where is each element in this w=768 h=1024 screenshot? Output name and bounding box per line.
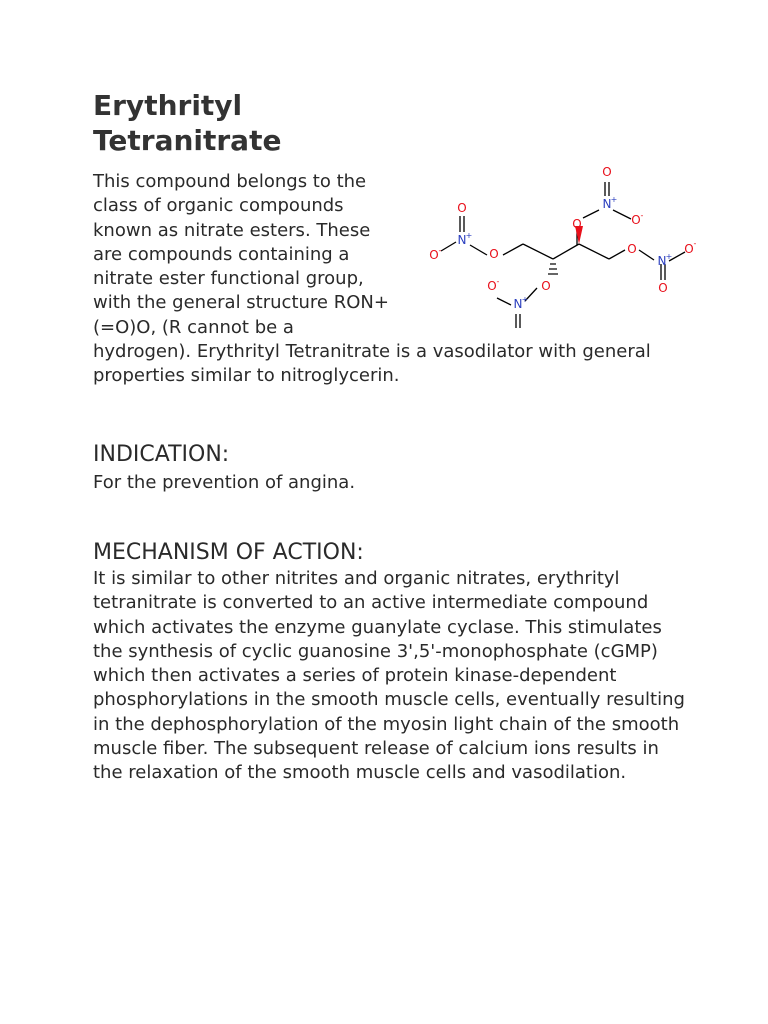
charge-plus-top: +	[610, 195, 618, 204]
atom-o-lower-left: O	[487, 279, 497, 293]
intro-paragraph: This compound belongs to the class of organic compounds known as nitrate esters. These are compounds containing a nitrate ester functional group, with the general structure RON+(=O)O, (R cannot be a hydrogen). Erythrityl Tetranitrate is a vasodilator with general properties similar to nitroglycerin.	[93, 171, 651, 387]
atom-n-lower: N	[513, 297, 523, 311]
atom-n-right: N	[657, 254, 667, 268]
atom-o-right-bottom: O	[658, 281, 668, 295]
atom-n-top: N	[602, 197, 612, 211]
atom-o-right: O	[627, 242, 637, 256]
charge-minus-right: -	[693, 239, 697, 248]
atom-o-lower: O	[541, 279, 551, 293]
hashed-bond	[548, 264, 558, 274]
atom-o-left-top: O	[457, 201, 467, 215]
indication-heading: INDICATION:	[93, 441, 230, 467]
document-page	[93, 88, 697, 786]
charge-minus-lower: -	[496, 277, 500, 286]
charge-plus-right: +	[665, 252, 673, 261]
mechanism-text: It is similar to other nitrites and organic nitrates, erythrityl tetranitrate is converted to an active intermediate compound which activates the enzyme guanylate cyclase. This stimulates the synthesis of cyclic guanosine 3',5'-monophosphate (cGMP) which then activates a series of protein kinase-dependent phosphorylations in the smooth muscle cells, eventually resulting in the dephosphorylation of the myosin light chain of the smooth muscle fiber. The subsequent release of calcium ions results in the relaxation of the smooth muscle cells and vasodilation.	[93, 567, 685, 784]
atom-o-left-chain: O	[489, 247, 499, 261]
charge-minus-left: -	[438, 246, 442, 255]
mechanism-heading: MECHANISM OF ACTION:	[93, 539, 364, 565]
bonds	[438, 182, 685, 328]
atom-o-far-right: O	[684, 242, 694, 256]
molecule-structure-image	[403, 118, 697, 316]
page-title: Erythrityl Tetranitrate	[93, 89, 282, 157]
atom-o-left: O	[429, 248, 439, 262]
charge-plus-lower: +	[521, 295, 529, 304]
intro-section	[93, 165, 697, 389]
charge-minus-top: -	[640, 211, 644, 220]
atom-o-upper: O	[572, 217, 582, 231]
atom-n-left: N	[457, 233, 467, 247]
atom-o-top-right: O	[631, 213, 641, 227]
atom-o-top: O	[602, 165, 612, 179]
charge-plus-left: +	[465, 231, 473, 240]
indication-text: For the prevention of angina.	[93, 471, 356, 493]
